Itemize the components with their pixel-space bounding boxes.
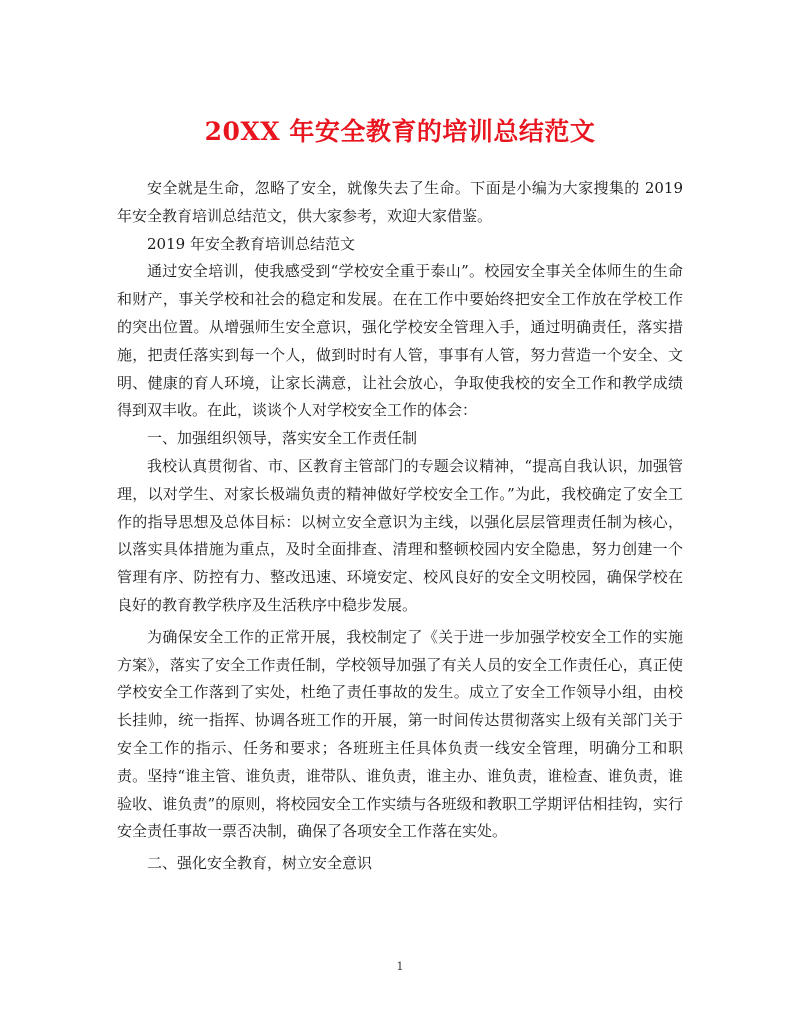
body-paragraph: 我校认真贯彻省、市、区教育主管部门的专题会议精神，“提高自我认识，加强管理，以对学生、对家长极端负责的精神做好学校安全工作。”为此，我校确定了安全工作的指导思想及总体目标：以树立安全意识为主线，以强化层层管理责任制为核心，以落实具体措施为重点，及时全面排查、清理和整顿校园内安全隐患，努力创建一个管理有序、防控有力、整改迅速、环境安定、校风良好的安全文明校园，确保学校在良好的教育教学秩序及生活秩序中稳步发展。 — [117, 456, 683, 614]
section-heading-2: 二、强化安全教育，树立安全意识 — [147, 854, 373, 873]
body-paragraph: 通过安全培训，使我感受到“学校安全重于泰山”。校园安全事关全体师生的生命和财产，事关学校和社会的稳定和发展。在在工作中要始终把安全工作放在学校工作的突出位置。从增强师生安全意识，强化学校安全管理入手，通过明确责任，落实措施，把责任落实到每一个人，做到时时有人管，事事有人管，努力营造一个安全、文明、健康的育人环境，让家长满意，让社会放心，争取使我校的安全工作和教学成绩得到双丰收。在此，谈谈个人对学校安全工作的体会： — [117, 262, 683, 420]
document-title: 20XX 年安全教育的培训总结范文 — [204, 117, 596, 146]
intro-paragraph: 安全就是生命，忽略了安全，就像失去了生命。下面是小编为大家搜集的 2019 年安全教育培训总结范文，供大家参考，欢迎大家借鉴。 — [117, 179, 683, 225]
page-number: 1 — [396, 960, 404, 973]
document-body — [117, 175, 683, 878]
section-heading-1: 一、加强组织领导，落实安全工作责任制 — [147, 429, 418, 448]
subtitle-paragraph: 2019 年安全教育培训总结范文 — [147, 234, 355, 253]
body-paragraph: 为确保安全工作的正常开展，我校制定了《关于进一步加强学校安全工作的实施方案》，落实了安全工作责任制，学校领导加强了有关人员的安全工作责任心，真正使学校安全工作落到了实处，杜绝了责任事故的发生。成立了安全工作领导小组，由校长挂帅，统一指挥、协调各班工作的开展，第一时间传达贯彻落实上级有关部门关于安全工作的指示、任务和要求；各班班主任具体负责一线安全管理，明确分工和职责。坚持“谁主管、谁负责，谁带队、谁负责，谁主办、谁负责，谁检查、谁负责，谁验收、谁负责”的原则，将校园安全工作实绩与各班级和教职工学期评估相挂钩，实行安全责任事故一票否决制，确保了各项安全工作落在实处。 — [117, 627, 683, 841]
